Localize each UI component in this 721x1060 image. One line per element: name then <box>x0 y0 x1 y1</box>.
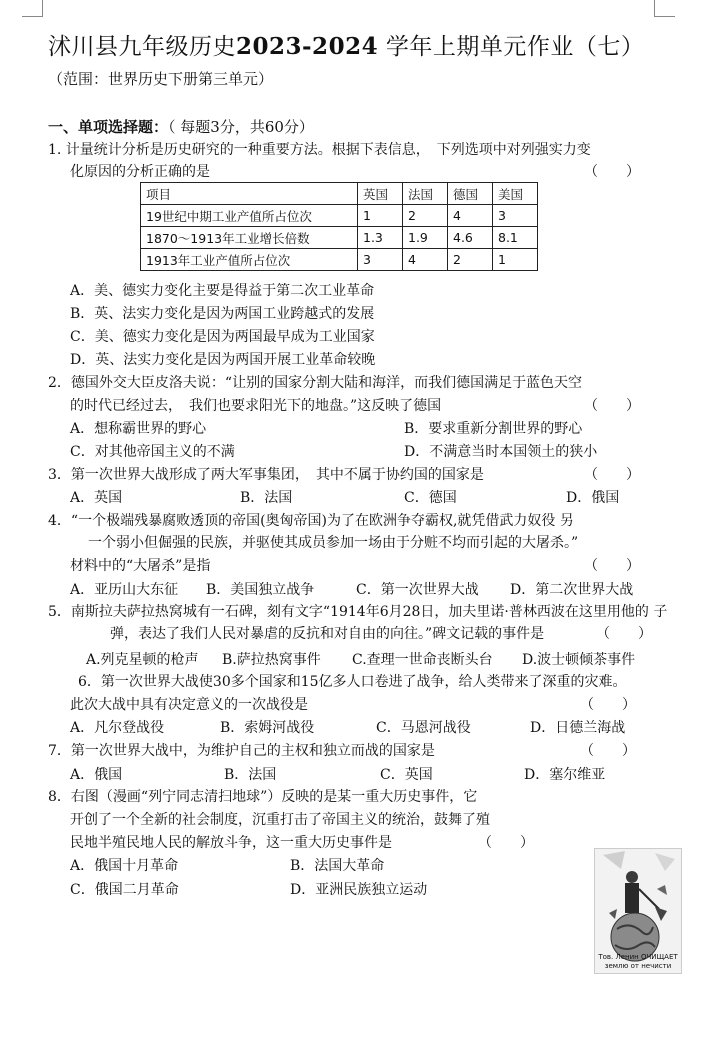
q3-option-b: B．法国 <box>240 490 293 506</box>
table-cell: 1870～1913年工业增长倍数 <box>141 227 358 249</box>
q3-option-d: D．俄国 <box>566 490 620 506</box>
q2-option-b: B．要求重新分割世界的野心 <box>404 421 583 437</box>
q7-option-c: C．英国 <box>380 767 433 783</box>
q5-answer-blank: （ ） <box>596 626 652 642</box>
q2-option-a: A．想称霸世界的野心 <box>70 421 207 437</box>
table-header-cell: 美国 <box>493 183 538 205</box>
q4-option-a: A．亚历山大东征 <box>70 582 179 598</box>
table-cell: 2 <box>448 249 493 271</box>
table-row <box>141 205 538 227</box>
section-heading: 一、单项选择题：（ 每题3分，共60分） <box>48 118 314 136</box>
table-cell: 19世纪中期工业产值所占位次 <box>141 205 358 227</box>
q4-option-d: D．第二次世界大战 <box>510 582 634 598</box>
table-cell: 1.3 <box>358 227 403 249</box>
q3-option-c: C．德国 <box>404 490 457 506</box>
page-title: 沭川县九年级历史2023-2024 学年上期单元作业（七） <box>48 33 645 60</box>
table-cell: 4 <box>403 249 448 271</box>
q1-stem-line-2: 化原因的分析正确的是 <box>70 164 210 180</box>
table-cell: 4 <box>448 205 493 227</box>
q2-stem-line-1: 2．德国外交大臣皮洛夫说：“让别的国家分割大陆和海洋，而我们德国满足于蓝色天空 <box>48 375 583 391</box>
q1-option-a: A．美、德实力变化主要是得益于第二次工业革命 <box>70 283 375 299</box>
q8-stem-line-3: 民地半殖民地人民的解放斗争，这一重大历史事件是 <box>70 835 392 851</box>
q7-stem-line-1: 7．第一次世界大战中，为维护自己的主权和独立而战的国家是 <box>48 743 435 759</box>
q5-stem-line-2: 弹，表达了我们人民对暴虐的反抗和对自由的向往。”碑文记载的事件是 <box>110 626 545 642</box>
q2-option-d: D．不满意当时本国领土的狭小 <box>404 444 598 460</box>
q1-answer-blank: （ ） <box>584 164 640 180</box>
q8-option-c: C．俄国二月革命 <box>70 882 179 898</box>
q4-stem-line-1: 4．“一个极端残暴腐败透顶的帝国(奥匈帝国)为了在欧洲争夺霸权,就凭借武力奴役 另 <box>48 513 574 529</box>
table-header-cell: 英国 <box>358 183 403 205</box>
q2-stem-line-2: 的时代已经过去， 我们也要求阳光下的地盘。”这反映了德国 <box>70 398 442 414</box>
table-header-cell: 项目 <box>141 183 358 205</box>
table-cell: 1 <box>493 249 538 271</box>
q8-stem-line-2: 开创了一个全新的社会制度，沉重打击了帝国主义的统治，鼓舞了殖 <box>70 812 490 828</box>
crop-mark-top-left <box>22 0 43 17</box>
q2-option-c: C．对其他帝国主义的不满 <box>70 444 235 460</box>
q4-option-c: C．第一次世界大战 <box>356 582 479 598</box>
q4-stem-line-2: 一个弱小但倔强的民族，并驱使其成员参加一场由于分赃不均而引起的大屠杀。” <box>88 535 579 551</box>
table-cell: 2 <box>403 205 448 227</box>
table-cell: 3 <box>358 249 403 271</box>
q4-option-b: B．美国独立战争 <box>206 582 315 598</box>
poster-caption <box>595 953 681 971</box>
poster-caption-line-1: Тов. Ленин ОЧИЩАЕТ <box>598 953 678 961</box>
q5-option-d: D.波士顿倾茶事件 <box>522 652 636 668</box>
q5-option-a: A.列克星顿的枪声 <box>86 652 199 668</box>
q6-stem-line-2: 此次大战中具有决定意义的一次战役是 <box>70 697 308 713</box>
table-cell: 8.1 <box>493 227 538 249</box>
q1-stem-line-1: 1. 计量统计分析是历史研究的一种重要方法。根据下表信息， 下列选项中对列强实力变 <box>48 142 591 158</box>
q8-stem-line-1: 8．右图（漫画“列宁同志清扫地球”）反映的是某一重大历史事件，它 <box>48 789 478 805</box>
table-header-cell: 德国 <box>448 183 493 205</box>
q5-option-c: C.查理一世命丧断头台 <box>352 652 493 668</box>
q1-option-c: C．美、德实力变化是因为两国最早成为工业国家 <box>70 329 375 345</box>
q1-option-b: B．英、法实力变化是因为两国工业跨越式的发展 <box>70 306 375 322</box>
table-header-cell: 法国 <box>403 183 448 205</box>
q7-option-d: D．塞尔维亚 <box>524 767 606 783</box>
q8-option-d: D．亚洲民族独立运动 <box>290 882 428 898</box>
poster-caption-line-2: землю от нечисти <box>604 962 672 970</box>
table-cell: 1.9 <box>403 227 448 249</box>
table-cell: 1 <box>358 205 403 227</box>
q6-option-b: B．索姆河战役 <box>220 720 315 736</box>
table-cell: 3 <box>493 205 538 227</box>
q2-answer-blank: （ ） <box>584 398 640 414</box>
q6-option-d: D．日德兰海战 <box>530 720 626 736</box>
table-header-row <box>141 183 538 205</box>
industry-table <box>140 182 538 271</box>
q6-option-a: A．凡尔登战役 <box>70 720 165 736</box>
q6-stem-line-1: 6．第一次世界大战使30多个国家和15亿多人口卷进了战争，给人类带来了深重的灾难。 <box>78 674 627 690</box>
q8-option-a: A．俄国十月革命 <box>70 858 179 874</box>
table-row <box>141 249 538 271</box>
q5-option-b: B.萨拉热窝事件 <box>222 652 321 668</box>
q3-stem-line-1: 3．第一次世界大战形成了两大军事集团， 其中不属于协约国的国家是 <box>48 467 484 483</box>
q6-answer-blank: （ ） <box>580 697 636 713</box>
crop-mark-top-right <box>654 0 675 17</box>
lenin-poster-image <box>594 848 682 974</box>
q3-option-a: A．英国 <box>70 490 123 506</box>
q1-option-d: D．英、法实力变化是因为两国开展工业革命较晚 <box>70 352 376 368</box>
q7-answer-blank: （ ） <box>580 743 636 759</box>
q7-option-a: A．俄国 <box>70 767 123 783</box>
table-cell: 1913年工业产值所占位次 <box>141 249 358 271</box>
q6-option-c: C．马恩河战役 <box>376 720 471 736</box>
table-row <box>141 227 538 249</box>
q8-option-b: B．法国大革命 <box>290 858 385 874</box>
table-cell: 4.6 <box>448 227 493 249</box>
q8-answer-blank: （ ） <box>478 835 534 851</box>
q7-option-b: B．法国 <box>224 767 277 783</box>
q4-answer-blank: （ ） <box>584 558 640 574</box>
q3-answer-blank: （ ） <box>584 467 640 483</box>
page-subtitle-scope: （范围：世界历史下册第三单元） <box>48 70 274 88</box>
q5-stem-line-1: 5．南斯拉夫萨拉热窝城有一石碑，刻有文字“1914年6月28日，加夫里诺·普林西波在这里用他的 子 <box>48 604 668 620</box>
q4-stem-line-3: 材料中的“大屠杀”是指 <box>70 558 211 574</box>
